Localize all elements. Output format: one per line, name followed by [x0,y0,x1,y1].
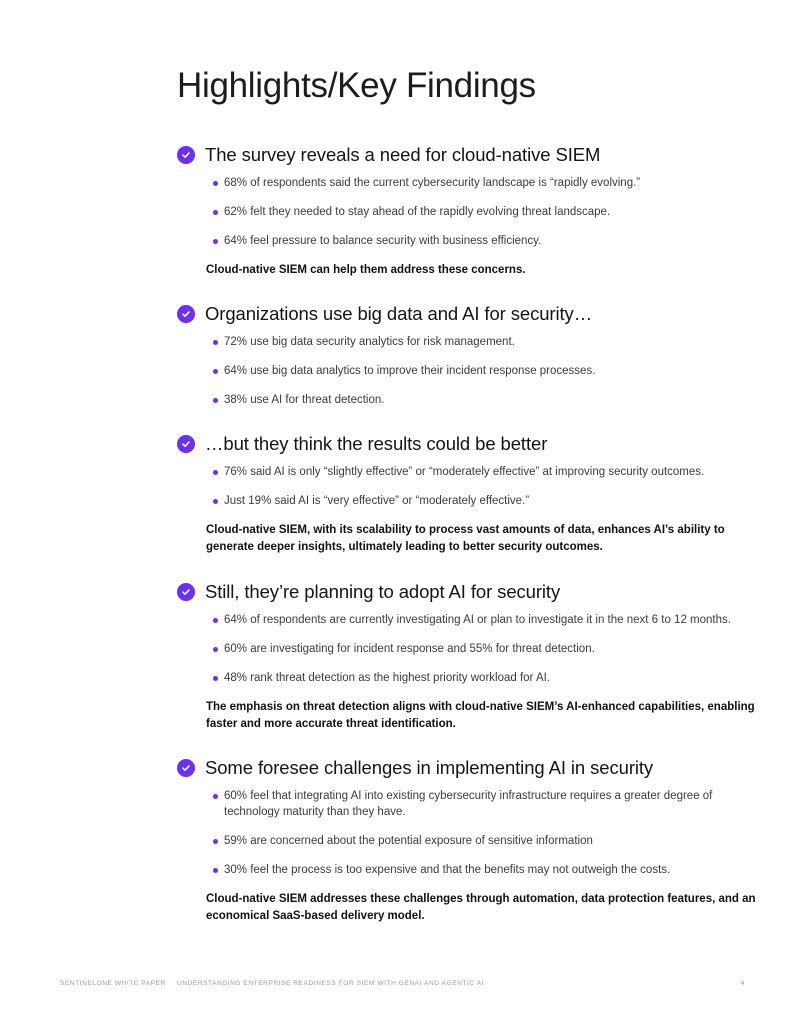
list-item [213,833,757,849]
bullet-list [213,464,757,509]
section-heading: Still, they’re planning to adopt AI for security [205,581,561,602]
list-item-text: 48% rank threat detection as the highest priority workload for AI. [224,672,551,684]
list-item [213,334,757,350]
section-heading-row [177,580,757,604]
list-item [213,493,757,509]
finding-section [177,143,757,279]
list-item [213,363,757,379]
list-item-text: Just 19% said AI is “very effective” or “moderately effective.” [224,495,530,507]
footer-document-title: UNDERSTANDING ENTERPRISE READINESS FOR SIEM WITH GENAI AND AGENTIC AI [177,980,485,987]
section-heading-row [177,302,757,326]
bullet-list [213,334,757,408]
check-circle-icon [177,759,195,777]
finding-section [177,302,757,421]
finding-section [177,756,757,925]
bullet-list [213,788,757,878]
list-item-text: 64% of respondents are currently investigating AI or plan to investigate it in the next 6 to 12 months. [224,614,731,626]
finding-section [177,432,757,556]
finding-section [177,580,757,733]
check-circle-icon [177,146,195,164]
list-item [213,464,757,480]
list-item [213,175,757,191]
list-item [213,788,757,820]
section-summary: Cloud-native SIEM addresses these challenges through automation, data protection features, and an economical SaaS-based delivery model. [206,893,756,922]
list-item [213,612,757,628]
footer-brand: SENTINELONE WHITE PAPER [60,980,166,987]
page-number: 4 [740,980,745,987]
section-heading: …but they think the results could be better [205,433,548,454]
list-item [213,641,757,657]
section-heading-row [177,432,757,456]
list-item-text: 60% are investigating for incident response and 55% for threat detection. [224,643,595,655]
list-item [213,233,757,249]
list-item-text: 72% use big data security analytics for risk management. [224,336,515,348]
section-summary: The emphasis on threat detection aligns with cloud-native SIEM’s AI-enhanced capabilities, enabling faster and more accurate threat identification. [206,701,755,730]
section-summary: Cloud-native SIEM can help them address these concerns. [206,264,526,276]
list-item-text: 62% felt they needed to stay ahead of the rapidly evolving threat landscape. [224,206,611,218]
page-title: Highlights/Key Findings [177,66,536,105]
check-circle-icon [177,583,195,601]
list-item-text: 64% use big data analytics to improve their incident response processes. [224,365,596,377]
list-item [213,670,757,686]
list-item-text: 76% said AI is only “slightly effective” or “moderately effective” at improving security outcomes. [224,466,705,478]
check-circle-icon [177,305,195,323]
section-summary: Cloud-native SIEM, with its scalability to process vast amounts of data, enhances AI’s ability to generate deeper insights, ultimately leading to better security outcomes. [206,524,725,553]
section-heading: The survey reveals a need for cloud-native SIEM [205,144,601,165]
section-heading: Some foresee challenges in implementing AI in security [205,757,654,778]
check-circle-icon [177,435,195,453]
list-item-text: 30% feel the process is too expensive and that the benefits may not outweigh the costs. [224,864,671,876]
list-item-text: 64% feel pressure to balance security with business efficiency. [224,235,542,247]
section-heading-row [177,143,757,167]
list-item [213,862,757,878]
bullet-list [213,612,757,686]
list-item [213,392,757,408]
list-item [213,204,757,220]
list-item-text: 68% of respondents said the current cybersecurity landscape is “rapidly evolving.” [224,177,641,189]
section-heading-row [177,756,757,780]
list-item-text: 59% are concerned about the potential exposure of sensitive information [224,835,593,847]
bullet-list [213,175,757,249]
list-item-text: 38% use AI for threat detection. [224,394,385,406]
section-heading: Organizations use big data and AI for security… [205,303,593,324]
list-item-text: 60% feel that integrating AI into existing cybersecurity infrastructure requires a greater degree of technology maturity than they have. [224,790,713,818]
